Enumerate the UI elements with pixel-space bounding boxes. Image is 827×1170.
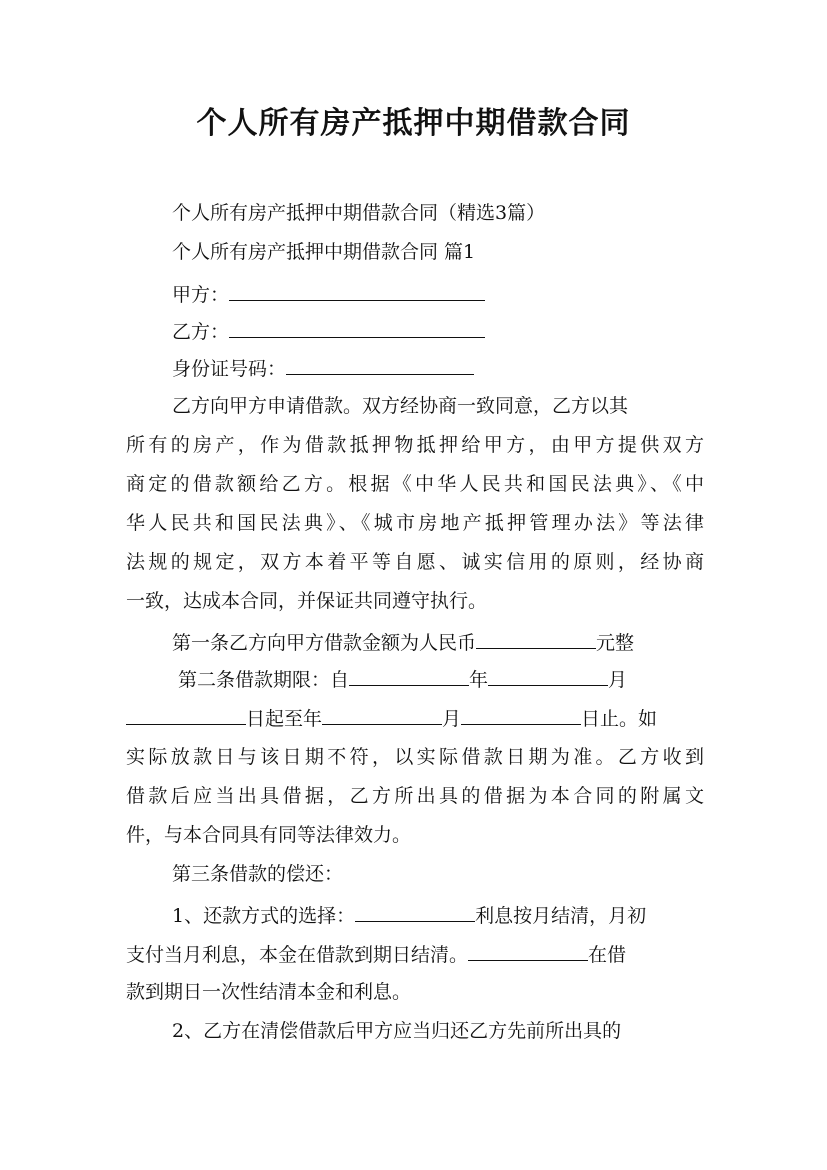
article2-line: 件，与本合同具有同等法律效力。 bbox=[126, 824, 412, 846]
article1-text: 第一条乙方向甲方借款金额为人民币 bbox=[172, 632, 477, 654]
para1-line: 商定的借款额给乙方。根据《中华人民共和国民法典》、《中 bbox=[126, 473, 704, 495]
party-b-blank bbox=[229, 317, 485, 338]
start-day-blank bbox=[126, 704, 246, 725]
item1-text: 在借 bbox=[588, 944, 627, 966]
item1-text: 支付当月利息，本金在借款到期日结清。 bbox=[126, 944, 469, 966]
article2-text: 日起至年 bbox=[246, 708, 323, 730]
para1-line: 华人民共和国民法典》、《城市房地产抵押管理办法》等法律 bbox=[126, 512, 704, 534]
item1-line bbox=[172, 901, 646, 929]
start-year-blank bbox=[349, 665, 469, 686]
article2-lead: 第二条借款期限：自 bbox=[178, 669, 350, 691]
article3-heading: 第三条借款的偿还： bbox=[172, 863, 344, 885]
party-a-blank bbox=[229, 280, 485, 301]
para1-line: 乙方向甲方申请借款。双方经协商一致同意，乙方以其 bbox=[172, 395, 629, 417]
article2-text: 日止。如 bbox=[581, 708, 658, 730]
para1-line: 法规的规定，双方本着平等自愿、诚实信用的原则，经协商 bbox=[126, 551, 704, 573]
para1-line: 所有的房产，作为借款抵押物抵押给甲方，由甲方提供双方 bbox=[126, 434, 704, 456]
article2-text: 月 bbox=[442, 708, 462, 730]
document-subtitle: 个人所有房产抵押中期借款合同（精选3篇） bbox=[172, 202, 546, 224]
party-a-line bbox=[172, 280, 485, 308]
article2-line bbox=[178, 665, 627, 693]
repayment-option-blank bbox=[355, 901, 475, 922]
article1-unit: 元整 bbox=[596, 632, 635, 654]
item1-lead: 1、还款方式的选择： bbox=[172, 905, 356, 927]
party-b-label: 乙方： bbox=[172, 321, 230, 343]
article1-line bbox=[172, 628, 634, 656]
id-number-blank bbox=[286, 354, 474, 375]
item1-line bbox=[126, 940, 626, 968]
document-title: 个人所有房产抵押中期借款合同 bbox=[196, 106, 631, 141]
id-number-line bbox=[172, 354, 474, 382]
article2-line: 借款后应当出具借据，乙方所出具的借据为本合同的附属文 bbox=[126, 785, 704, 807]
id-number-label: 身份证号码： bbox=[172, 358, 287, 380]
party-b-line bbox=[172, 317, 485, 345]
start-month-blank bbox=[488, 665, 608, 686]
section-heading: 个人所有房产抵押中期借款合同 篇1 bbox=[172, 241, 476, 263]
article2-line: 实际放款日与该日期不符，以实际借款日期为准。乙方收到 bbox=[126, 746, 704, 768]
article2-line bbox=[126, 704, 657, 732]
year-label: 年 bbox=[469, 669, 489, 691]
item1-text: 利息按月结清，月初 bbox=[475, 905, 647, 927]
end-month-blank bbox=[461, 704, 581, 725]
month-label: 月 bbox=[608, 669, 628, 691]
party-a-label: 甲方： bbox=[172, 284, 230, 306]
item2-line: 2、乙方在清偿借款后甲方应当归还乙方先前所出具的 bbox=[172, 1020, 622, 1042]
para1-line: 一致，达成本合同，并保证共同遵守执行。 bbox=[126, 590, 488, 612]
repayment-option-blank bbox=[468, 940, 588, 961]
item1-line: 款到期日一次性结清本金和利息。 bbox=[126, 981, 412, 1003]
loan-amount-blank bbox=[476, 628, 596, 649]
end-year-blank bbox=[322, 704, 442, 725]
